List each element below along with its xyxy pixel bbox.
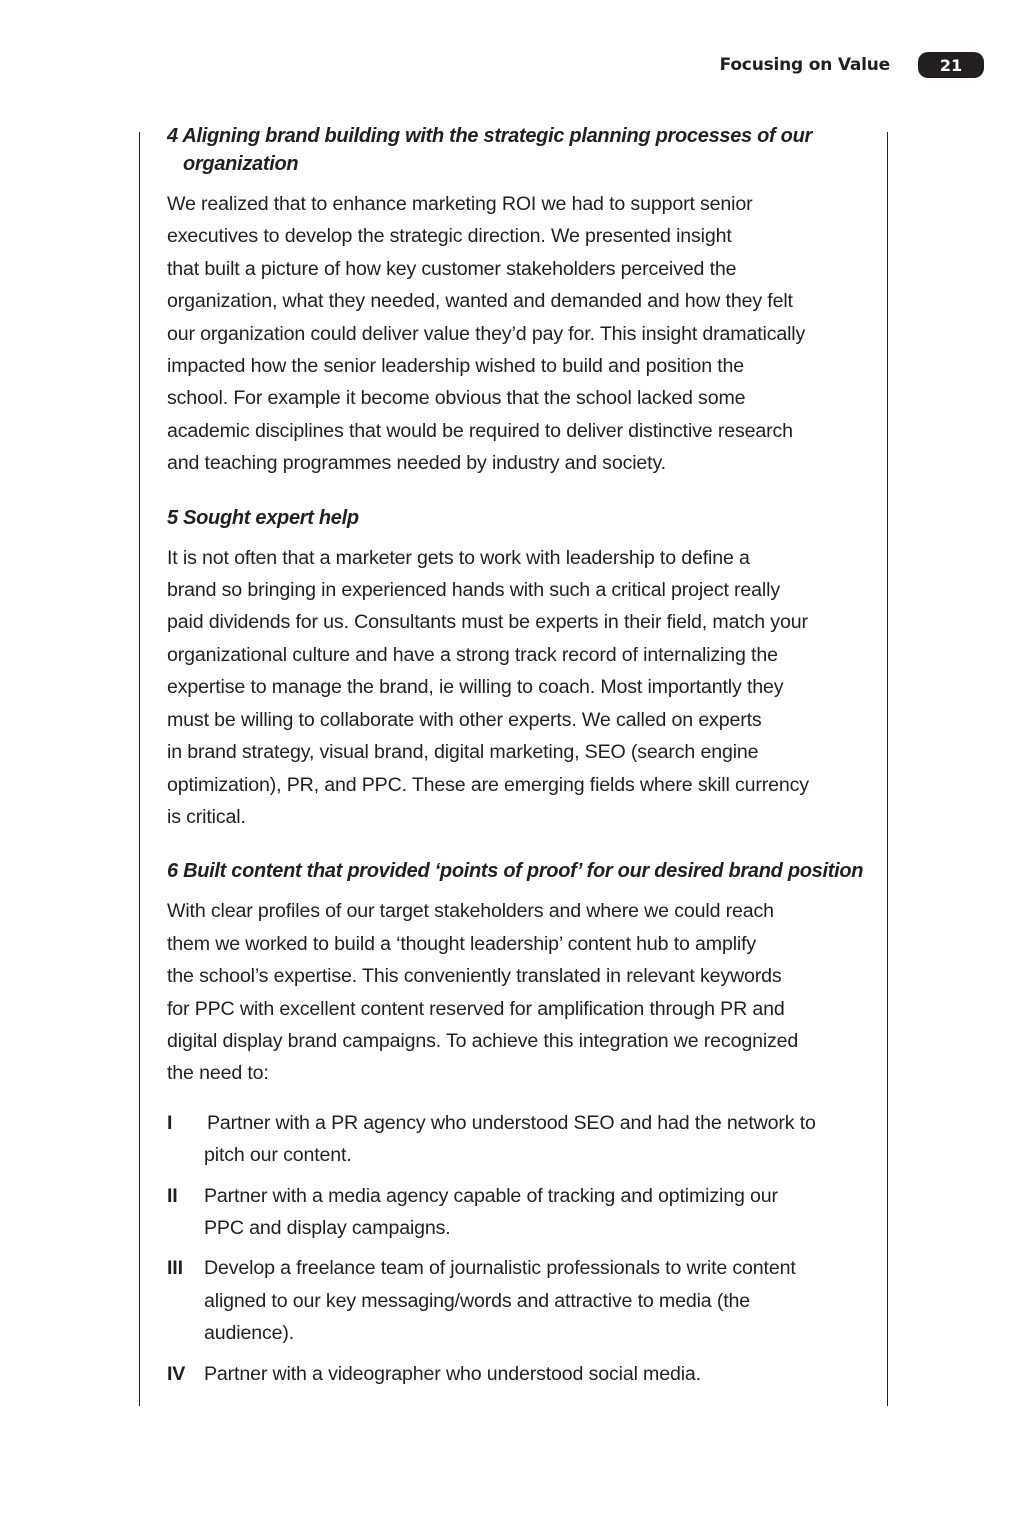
body-line: organizational culture and have a strong track record of internalizing the <box>167 643 778 666</box>
body-line: It is not often that a marketer gets to work with leadership to define a <box>167 546 750 569</box>
list-item-number: III <box>167 1257 183 1280</box>
body-line: that built a picture of how key customer stakeholders perceived the <box>167 257 737 280</box>
list-item <box>167 1107 867 1172</box>
section-6 <box>167 857 867 1089</box>
box-rule-left <box>139 132 140 1406</box>
section-body <box>167 542 867 834</box>
body-line: impacted how the senior leadership wished to build and position the <box>167 355 745 378</box>
body-line: is critical. <box>167 805 246 828</box>
running-header <box>720 52 984 78</box>
body-line: paid dividends for us. Consultants must be experts in their field, match your <box>167 611 808 634</box>
list-item-line: pitch our content. <box>204 1144 352 1167</box>
running-header-title: Focusing on Value <box>719 55 890 75</box>
list-item-line: audience). <box>204 1322 295 1345</box>
list-item-line: Develop a freelance team of journalistic professionals to write content <box>204 1257 796 1280</box>
body-line: our organization could deliver value they’d pay for. This insight dramatically <box>167 322 806 345</box>
section-body <box>167 188 867 480</box>
body-line: brand so bringing in experienced hands with such a critical project really <box>167 579 780 602</box>
list-item-number: IV <box>167 1362 186 1385</box>
section-heading <box>167 857 867 885</box>
body-line: expertise to manage the brand, ie willing to coach. Most importantly they <box>167 676 784 699</box>
list-item <box>167 1180 867 1245</box>
box-rule-right <box>887 132 888 1406</box>
body-line: and teaching programmes needed by industry and society. <box>167 452 666 475</box>
list-item-number: I <box>167 1111 173 1134</box>
boxed-case-study <box>167 122 867 1390</box>
section-heading <box>167 504 867 532</box>
section-4 <box>167 122 867 480</box>
section-heading-line: organization <box>183 153 299 175</box>
section-heading-line: 5 Sought expert help <box>167 506 359 529</box>
section-heading <box>167 122 867 178</box>
body-line: digital display brand campaigns. To achieve this integration we recognized <box>167 1029 799 1052</box>
body-line: for PPC with excellent content reserved for amplification through PR and <box>167 997 785 1020</box>
body-line: the school’s expertise. This conveniently translated in relevant keywords <box>167 965 782 988</box>
list-item-number: II <box>167 1184 178 1207</box>
body-line: academic disciplines that would be required to deliver distinctive research <box>167 419 793 442</box>
body-line: optimization), PR, and PPC. These are emerging fields where skill currency <box>167 773 809 796</box>
body-line: executives to develop the strategic direction. We presented insight <box>167 225 732 248</box>
list-item-line: Partner with a PR agency who understood SEO and had the network to <box>207 1111 816 1134</box>
body-line: in brand strategy, visual brand, digital marketing, SEO (search engine <box>167 741 759 764</box>
body-line: school. For example it become obvious that the school lacked some <box>167 387 746 410</box>
list-item-line: Partner with a videographer who understood social media. <box>204 1362 701 1385</box>
body-line: must be willing to collaborate with other experts. We called on experts <box>167 708 762 731</box>
list-item-line: Partner with a media agency capable of tracking and optimizing our <box>204 1184 778 1207</box>
list-item <box>167 1252 867 1349</box>
section-5 <box>167 504 867 834</box>
body-line: them we worked to build a ‘thought leadership’ content hub to amplify <box>167 932 757 955</box>
roman-numeral-list <box>167 1107 867 1390</box>
list-item-line: PPC and display campaigns. <box>204 1216 451 1239</box>
list-item-line: aligned to our key messaging/words and attractive to media (the <box>204 1289 751 1312</box>
body-line: With clear profiles of our target stakeholders and where we could reach <box>167 900 774 923</box>
page-number-badge: 21 <box>918 52 984 78</box>
list-item <box>167 1358 867 1390</box>
section-body <box>167 895 867 1089</box>
body-line: We realized that to enhance marketing ROI we had to support senior <box>167 193 753 215</box>
body-line: the need to: <box>167 1062 269 1085</box>
section-heading-line: 4 Aligning brand building with the strategic planning processes of our <box>167 125 812 147</box>
section-heading-line: 6 Built content that provided ‘points of proof’ for our desired brand position <box>167 860 864 883</box>
body-line: organization, what they needed, wanted and demanded and how they felt <box>167 290 793 313</box>
